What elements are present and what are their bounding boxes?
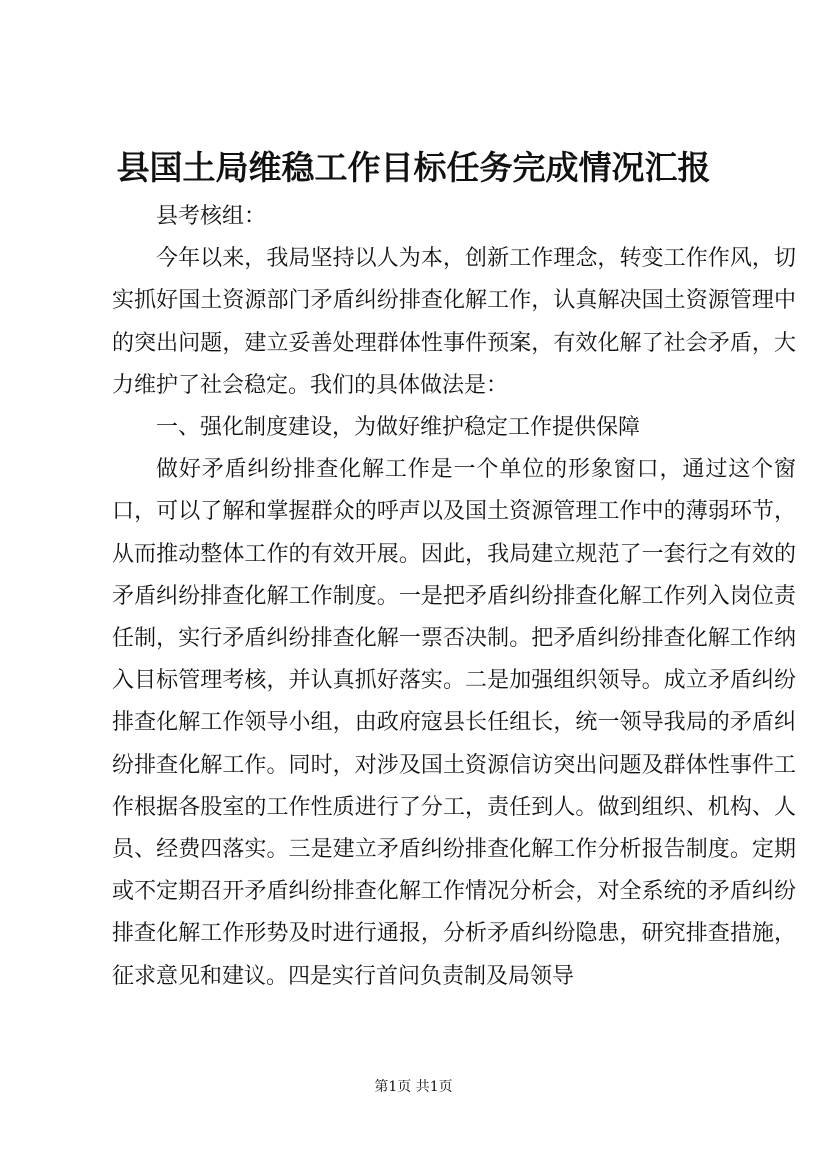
salutation: 县考核组： xyxy=(156,204,267,229)
page-footer: 第1页 共1页 xyxy=(374,1079,453,1095)
document-title: 县国土局维稳工作目标任务完成情况汇报 xyxy=(116,148,711,187)
document-body xyxy=(112,196,796,998)
section-heading: 一、强化制度建设，为做好维护稳定工作提供保障 xyxy=(156,415,641,441)
paragraph-body: 做好矛盾纠纷排查化解工作是一个单位的形象窗口，通过这个窗口，可以了解和掌握群众的呼声以及国土资源管理工作中的薄弱环节，从而推动整体工作的有效开展。因此，我局建立规范了一套行之有效的矛盾纠纷排查化解工作制度。一是把矛盾纠纷排查化解工作列入岗位责任制，实行矛盾纠纷排查化解一票否决制。把矛盾纠纷排查化解工作纳入目标管理考核，并认真抓好落实。二是加强组织领导。成立矛盾纠纷排查化解工作领导小组，由政府寇县长任组长，统一领导我局的矛盾纠纷排查化解工作。同时，对涉及国土资源信访突出问题及群体性事件工作根据各股室的工作性质进行了分工，责任到人。做到组织、机构、人员、经费四落实。三是建立矛盾纠纷排查化解工作分析报告制度。定期或不定期召开矛盾纠纷排查化解工作情况分析会，对全系统的矛盾纠纷排查化解工作形势及时进行通报，分析矛盾纠纷隐患，研究排查措施，征求意见和建议。四是实行首问负责制及局领导 xyxy=(112,457,796,989)
paragraph-intro: 今年以来，我局坚持以人为本，创新工作理念，转变工作作风，切实抓好国土资源部门矛盾纠纷排查化解工作，认真解决国土资源管理中的突出问题，建立妥善处理群体性事件预案，有效化解了社会矛盾，大力维护了社会稳定。我们的具体做法是： xyxy=(112,246,796,398)
